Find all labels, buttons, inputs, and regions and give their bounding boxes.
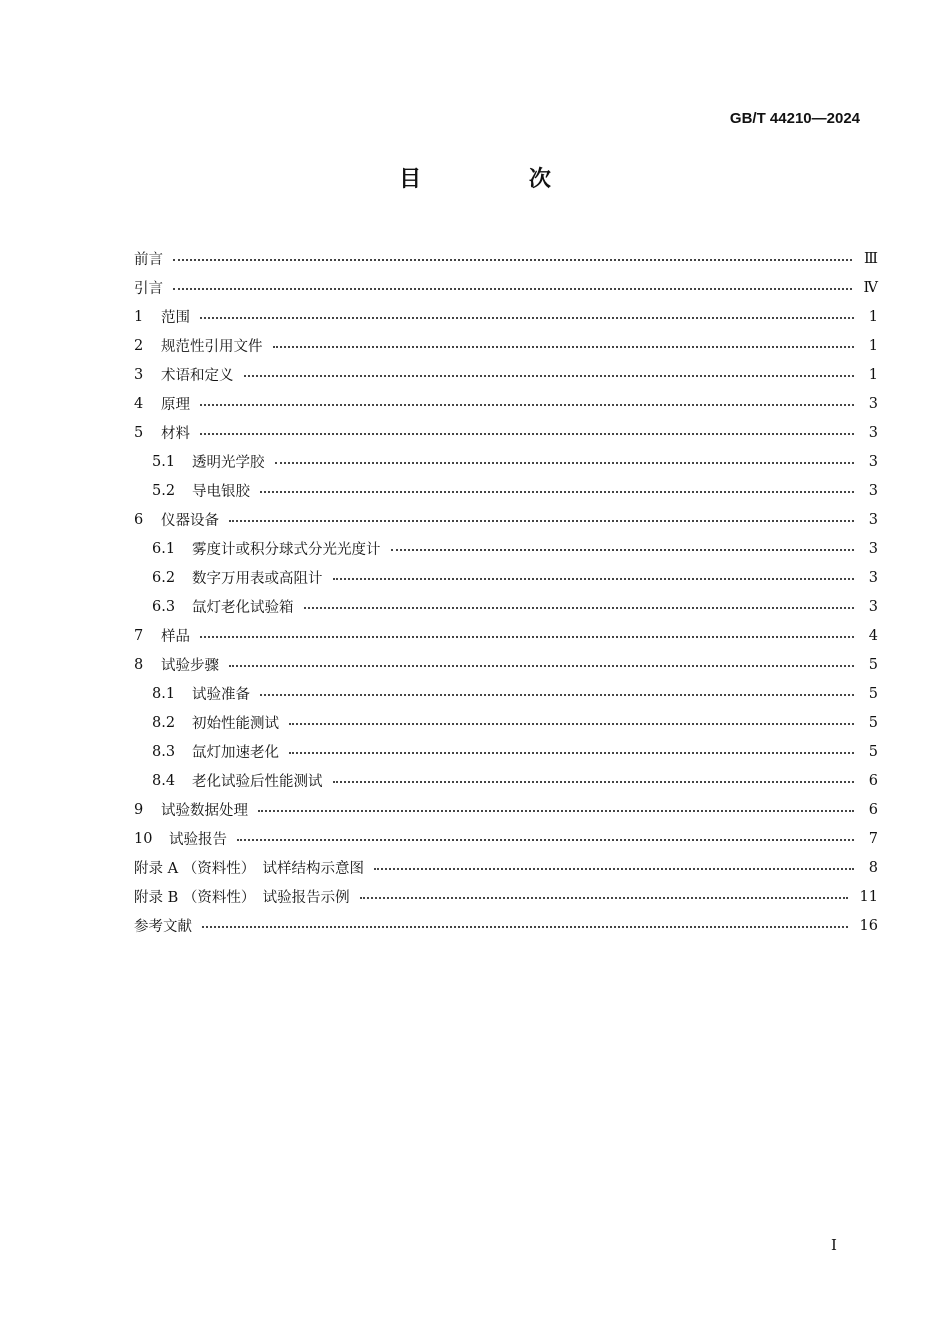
toc-entry[interactable] [134, 882, 878, 911]
toc-entry-number: 6.1 [152, 540, 176, 557]
toc-entry-label: 透明光学胶 [192, 455, 265, 471]
toc-entry[interactable] [134, 708, 878, 737]
toc-entry-number: 8 [134, 656, 144, 673]
toc-leader-dots [289, 752, 854, 754]
toc-entry-number: 9 [134, 801, 144, 818]
toc-entry-number: 6 [134, 511, 144, 528]
toc-entry-number: 6.3 [152, 598, 176, 615]
toc-entry[interactable] [134, 476, 878, 505]
toc-entry[interactable] [134, 563, 878, 592]
toc-leader-dots [202, 926, 848, 928]
toc-entry[interactable] [134, 418, 878, 447]
toc-entry-label: 样品 [161, 629, 190, 645]
toc-entry[interactable] [134, 273, 878, 302]
toc-entry-page: 1 [868, 366, 878, 383]
toc-entry-number: 7 [134, 627, 144, 644]
toc-entry-page: Ⅳ [863, 279, 878, 296]
toc-leader-dots [260, 694, 854, 696]
toc-leader-dots [260, 491, 854, 493]
toc-entry[interactable] [134, 505, 878, 534]
toc-entry-page: 5 [868, 714, 878, 731]
toc-entry-label: 参考文献 [134, 919, 192, 935]
toc-entry-label: 附录 A （资料性） 试样结构示意图 [134, 861, 364, 877]
toc-leader-dots [229, 665, 854, 667]
toc-leader-dots [173, 259, 852, 261]
toc-entry-label: 仪器设备 [161, 513, 219, 529]
toc-entry[interactable] [134, 534, 878, 563]
toc-entry[interactable] [134, 853, 878, 882]
toc-entry[interactable] [134, 447, 878, 476]
toc-entry-label: 初始性能测试 [192, 716, 279, 732]
toc-entry-page: 3 [868, 598, 878, 615]
toc-leader-dots [273, 346, 855, 348]
toc-entry-label: 导电银胶 [192, 484, 250, 500]
toc-leader-dots [333, 781, 855, 783]
toc-entry-number: 1 [134, 308, 144, 325]
toc-entry-label: 试验步骤 [161, 658, 219, 674]
toc-entry-page: 3 [868, 540, 878, 557]
toc-entry-label: 术语和定义 [161, 368, 234, 384]
toc-entry-number: 3 [134, 366, 144, 383]
standard-number: GB/T 44210—2024 [729, 110, 860, 127]
toc-entry-page: 5 [868, 685, 878, 702]
toc-entry[interactable] [134, 331, 878, 360]
toc-entry[interactable] [134, 795, 878, 824]
toc-entry[interactable] [134, 650, 878, 679]
toc-entry[interactable] [134, 911, 878, 940]
toc-entry-label: 规范性引用文件 [161, 339, 263, 355]
toc-entry-label: 雾度计或积分球式分光光度计 [192, 542, 381, 558]
toc-entry[interactable] [134, 824, 878, 853]
toc-entry-page: 6 [868, 772, 878, 789]
toc-entry[interactable] [134, 766, 878, 795]
toc-entry-page: 8 [868, 859, 878, 876]
toc-entry[interactable] [134, 244, 878, 273]
toc-entry-page: 3 [868, 511, 878, 528]
page-number: Ⅰ [831, 1236, 837, 1254]
toc-entry-page: 4 [868, 627, 878, 644]
table-of-contents [134, 244, 878, 940]
toc-entry-label: 附录 B （资料性） 试验报告示例 [134, 890, 350, 906]
toc-entry-number: 6.2 [152, 569, 176, 586]
toc-entry-label: 数字万用表或高阻计 [192, 571, 323, 587]
toc-leader-dots [244, 375, 855, 377]
toc-entry-label: 试验数据处理 [161, 803, 248, 819]
toc-entry-number: 8.2 [152, 714, 176, 731]
toc-entry-label: 前言 [134, 252, 163, 268]
toc-leader-dots [360, 897, 848, 899]
toc-leader-dots [374, 868, 854, 870]
toc-entry-label: 氙灯加速老化 [192, 745, 279, 761]
toc-entry-number: 5.1 [152, 453, 176, 470]
toc-entry-page: 5 [868, 743, 878, 760]
toc-entry-page: 5 [868, 656, 878, 673]
toc-entry[interactable] [134, 621, 878, 650]
toc-leader-dots [258, 810, 854, 812]
toc-entry-page: 6 [868, 801, 878, 818]
toc-entry-number: 8.4 [152, 772, 176, 789]
toc-entry-label: 老化试验后性能测试 [192, 774, 323, 790]
toc-leader-dots [275, 462, 855, 464]
toc-entry-page: 3 [868, 424, 878, 441]
toc-leader-dots [200, 317, 854, 319]
toc-entry[interactable] [134, 679, 878, 708]
toc-entry[interactable] [134, 302, 878, 331]
toc-entry-page: Ⅲ [864, 250, 878, 267]
toc-entry-number: 5 [134, 424, 144, 441]
toc-entry-page: 16 [859, 917, 878, 934]
toc-leader-dots [200, 636, 854, 638]
toc-entry-label: 材料 [161, 426, 190, 442]
toc-entry-number: 8.1 [152, 685, 176, 702]
toc-entry-page: 11 [859, 888, 878, 905]
toc-entry-label: 试验准备 [192, 687, 250, 703]
toc-entry[interactable] [134, 389, 878, 418]
toc-entry-label: 原理 [161, 397, 190, 413]
toc-entry-page: 1 [868, 308, 878, 325]
toc-entry[interactable] [134, 737, 878, 766]
toc-entry-page: 3 [868, 453, 878, 470]
toc-leader-dots [289, 723, 854, 725]
toc-leader-dots [173, 288, 852, 290]
toc-entry-number: 8.3 [152, 743, 176, 760]
page-title: 目 次 [399, 167, 601, 192]
toc-entry[interactable] [134, 360, 878, 389]
toc-entry-number: 5.2 [152, 482, 176, 499]
toc-entry-label: 引言 [134, 281, 163, 297]
toc-leader-dots [391, 549, 855, 551]
toc-leader-dots [237, 839, 854, 841]
toc-entry-page: 3 [868, 482, 878, 499]
toc-entry-page: 1 [868, 337, 878, 354]
toc-entry-number: 4 [134, 395, 144, 412]
toc-entry-page: 7 [868, 830, 878, 847]
toc-entry-number: 2 [134, 337, 144, 354]
toc-entry-label: 范围 [161, 310, 190, 326]
toc-leader-dots [229, 520, 854, 522]
toc-leader-dots [304, 607, 855, 609]
toc-entry-number: 10 [134, 830, 153, 847]
toc-entry-label: 试验报告 [169, 832, 227, 848]
toc-leader-dots [333, 578, 855, 580]
toc-entry-label: 氙灯老化试验箱 [192, 600, 294, 616]
toc-entry[interactable] [134, 592, 878, 621]
toc-leader-dots [200, 404, 854, 406]
toc-entry-page: 3 [868, 395, 878, 412]
toc-leader-dots [200, 433, 854, 435]
toc-entry-page: 3 [868, 569, 878, 586]
